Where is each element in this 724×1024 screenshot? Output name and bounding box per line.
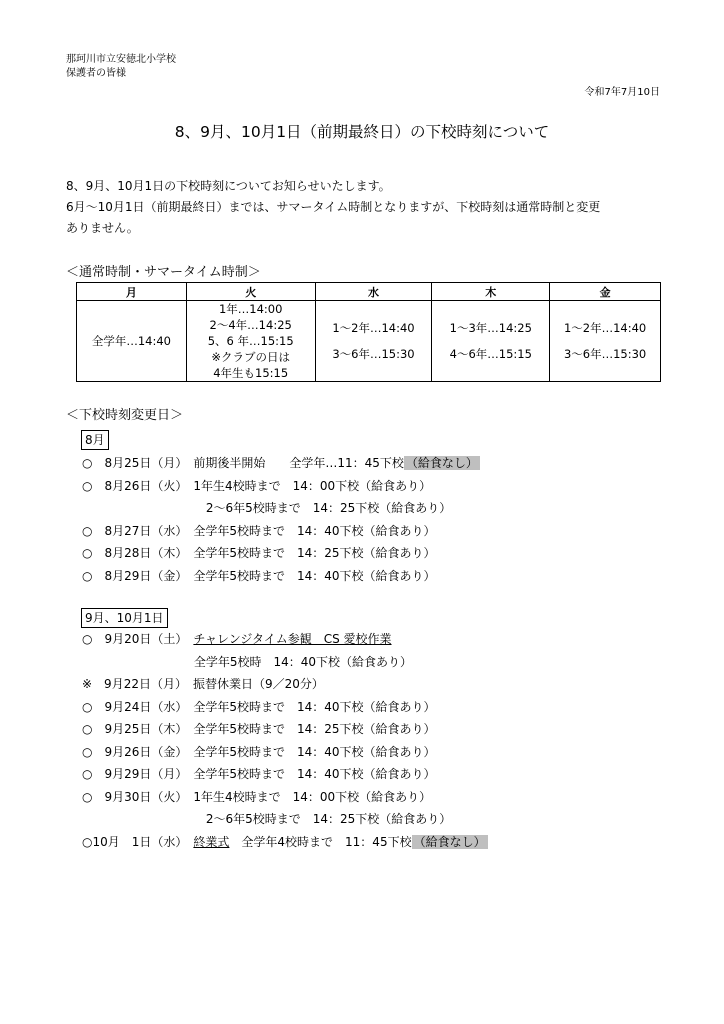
item-text: 全学年5校時 14：40下校（給食あり）	[82, 654, 412, 669]
item-text: 全学年4校時まで 11：45下校	[229, 834, 412, 849]
september-list	[82, 628, 488, 853]
list-item	[82, 628, 488, 651]
cell-line: 4～6年…15:15	[449, 347, 532, 361]
item-text: ○ 8月29日（金） 全学年5校時まで 14：40下校（給食あり）	[82, 568, 436, 583]
cell-line: 5、6 年…15:15	[207, 334, 294, 348]
dismissal-schedule-table	[76, 282, 661, 382]
list-item	[82, 497, 480, 520]
list-item	[82, 520, 480, 543]
document-title: 8、9月、10月1日（前期最終日）の下校時刻について	[174, 123, 550, 141]
item-text: 2～6年5校時まで 14：25下校（給食あり）	[82, 812, 452, 826]
cell-line: 1～3年…14:25	[449, 321, 532, 335]
cell-line: 1～2年…14:40	[563, 321, 647, 335]
column-header-mon: 月	[77, 283, 187, 301]
cell-line: 3～6年…15:30	[563, 347, 647, 361]
item-text: 2～6年5校時まで 14：25下校（給食あり）	[82, 501, 452, 515]
item-text: ○ 9月29日（月） 全学年5校時まで 14：40下校（給食あり）	[82, 767, 436, 781]
column-header-fri: 金	[550, 283, 661, 301]
list-item	[82, 786, 488, 809]
cell-line: 1～2年…14:40	[332, 321, 415, 335]
cell-thu	[432, 301, 550, 382]
item-text: ○ 8月25日（月） 前期後半開始 全学年…11：45下校	[82, 456, 404, 470]
cell-mon: 全学年…14:40	[77, 301, 187, 382]
august-label: 8月	[81, 430, 109, 450]
list-item	[82, 452, 480, 475]
list-item	[82, 475, 480, 498]
column-header-wed: 水	[315, 283, 432, 301]
item-text: ○ 8月28日（木） 全学年5校時まで 14：25下校（給食あり）	[82, 546, 436, 560]
table-header-row	[77, 283, 661, 301]
cell-tue	[186, 301, 315, 382]
intro-paragraph	[66, 176, 600, 239]
cell-line: 3～6年…15:30	[332, 347, 415, 361]
list-item	[82, 718, 488, 741]
school-name: 那珂川市立安徳北小学校	[66, 54, 176, 65]
intro-line: 6月～10月1日（前期最終日）までは、サマータイム時制となりますが、下校時刻は通常時制と変更	[66, 200, 601, 214]
item-text: ○ 8月27日（水） 全学年5校時まで 14：40下校（給食あり）	[82, 523, 436, 538]
list-item	[82, 565, 480, 588]
table-row	[77, 301, 661, 382]
column-header-thu: 木	[432, 283, 550, 301]
list-item	[82, 808, 488, 831]
change-days-heading: ＜下校時刻変更日＞	[66, 408, 184, 423]
column-header-tue: 火	[186, 283, 315, 301]
underlined-event: 終業式	[193, 834, 230, 849]
intro-line: 8、9月、10月1日の下校時刻についてお知らせいたします。	[66, 179, 391, 193]
list-item	[82, 651, 488, 674]
item-text: ○ 9月20日（土）	[82, 632, 194, 646]
recipient: 保護者の皆様	[66, 68, 126, 79]
list-item	[82, 542, 480, 565]
intro-line: ありません。	[66, 221, 139, 235]
no-lunch-highlight: （給食なし）	[413, 834, 486, 849]
underlined-event: チャレンジタイム参観 CS 愛校作業	[193, 632, 392, 646]
item-text: ○ 9月24日（水） 全学年5校時まで 14：40下校（給食あり）	[82, 699, 436, 714]
list-item	[82, 696, 488, 719]
schedule-heading: ＜通常時制・サマータイム時制＞	[66, 265, 261, 280]
list-item	[82, 673, 488, 696]
item-text: ○ 9月25日（木） 全学年5校時まで 14：25下校（給食あり）	[82, 722, 436, 736]
cell-wed	[315, 301, 432, 382]
cell-line: ※クラブの日は	[211, 350, 291, 364]
item-text: ○10月 1日（水）	[82, 834, 194, 849]
item-text: ※ 9月22日（月） 振替休業日（9／20分）	[82, 677, 324, 691]
item-text: ○ 8月26日（火） 1年生4校時まで 14：00下校（給食あり）	[82, 478, 432, 493]
item-text: ○ 9月30日（火） 1年生4校時まで 14：00下校（給食あり）	[82, 789, 432, 804]
cell-line: 1年…14:00	[218, 302, 283, 316]
issue-date: 令和7年7月10日	[584, 87, 660, 98]
august-list	[82, 452, 480, 587]
cell-line: 4年生も15:15	[213, 366, 289, 380]
list-item	[82, 763, 488, 786]
cell-fri	[550, 301, 661, 382]
item-text: ○ 9月26日（金） 全学年5校時まで 14：40下校（給食あり）	[82, 744, 436, 759]
sender-block	[66, 53, 176, 81]
list-item	[82, 831, 488, 854]
list-item	[82, 741, 488, 764]
september-label: 9月、10月1日	[81, 608, 168, 628]
cell-line: 2～4年…14:25	[209, 318, 292, 332]
no-lunch-highlight: （給食なし）	[405, 456, 478, 470]
